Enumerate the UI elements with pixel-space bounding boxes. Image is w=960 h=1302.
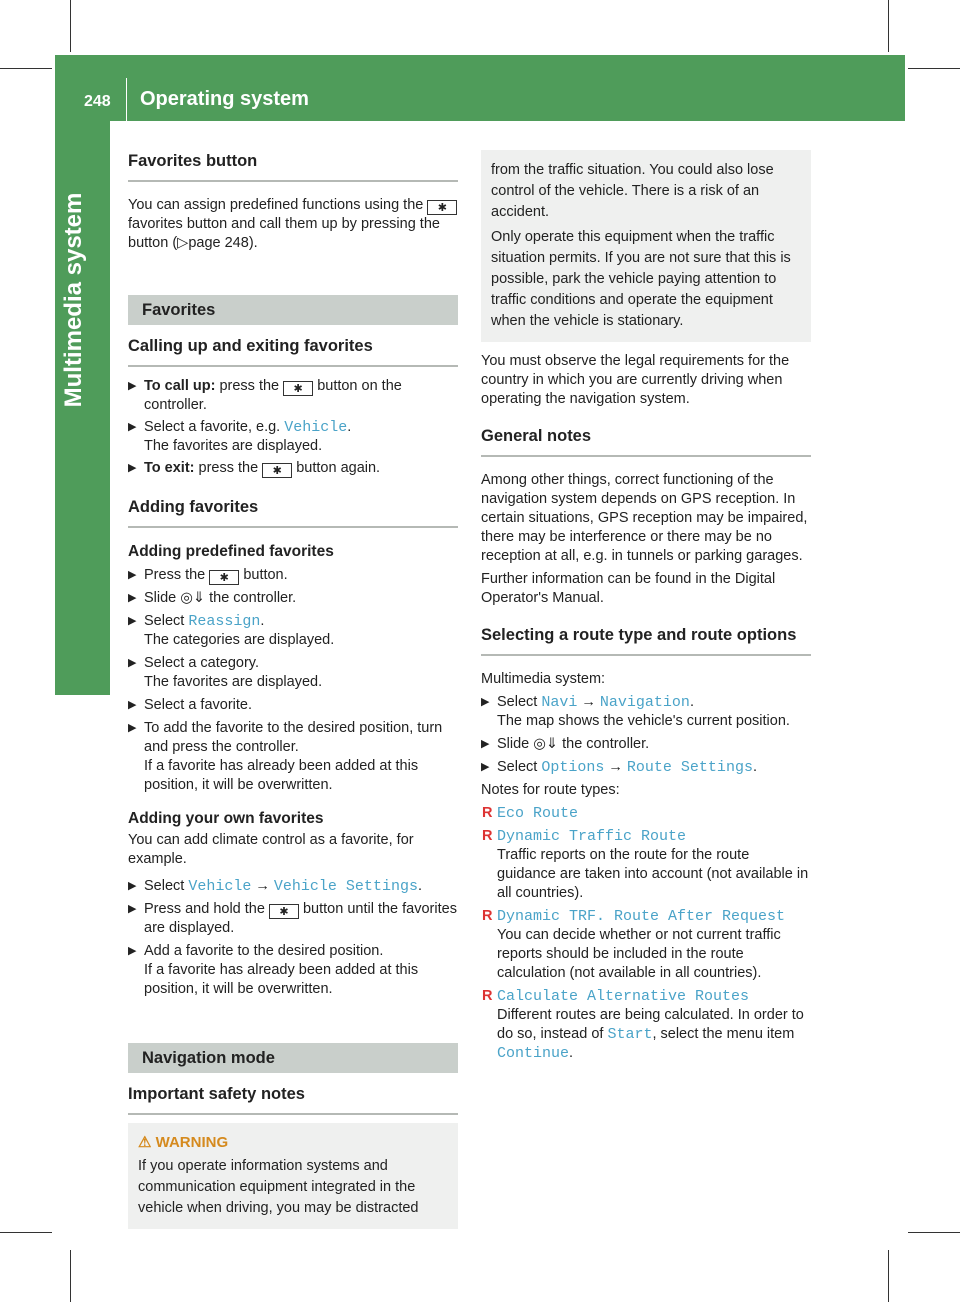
paragraph: You must observe the legal requirements for the country in which you are currently driving when operating the navigation system. <box>481 353 790 407</box>
step: ▶ Slide ◎⇓ the controller. <box>481 736 650 752</box>
triangle-arrow-icon: ▶ <box>128 903 137 915</box>
triangle-arrow-icon: ▶ <box>128 421 137 433</box>
step: ▶ Select Navi → Navigation. The map shows the vehicle's current position. <box>481 694 790 729</box>
controller-slide-icon: ◎⇓ <box>180 590 206 606</box>
menu-link[interactable]: Reassign <box>188 613 261 630</box>
triangle-arrow-icon: ▶ <box>481 738 490 750</box>
menu-link[interactable]: Navigation <box>599 694 690 711</box>
triangle-arrow-icon: ▶ <box>481 761 490 773</box>
triangle-arrow-icon: ▶ <box>481 696 490 708</box>
sub-heading: Adding your own favorites <box>128 810 324 827</box>
menu-link[interactable]: Eco Route <box>497 805 579 822</box>
section-heading: Important safety notes <box>128 1083 458 1115</box>
section-heading: Favorites button <box>128 150 458 182</box>
warning-text: Only operate this equipment when the traffic situation permits. If you are not sure that this is possible, park the vehicle paying attention to traffic conditions and operate the equipment when the vehicle is stationary. <box>491 229 791 329</box>
triangle-arrow-icon: ▶ <box>128 615 137 627</box>
crop-mark <box>0 1232 52 1233</box>
warning-box <box>128 1123 458 1229</box>
page-ref-arrow-icon: ▷ <box>177 235 189 251</box>
menu-link[interactable]: Dynamic TRF. Route After Request <box>497 908 786 925</box>
crop-mark <box>888 1250 889 1302</box>
step: ▶ To add the favorite to the desired position, turn and press the controller. If a favorite has already been added at this position, it will be overwritten. <box>128 720 443 793</box>
paragraph: Among other things, correct functioning of the navigation system depends on GPS reception. In certain situations, GPS reception may be impaired, there may be interference or there may be no reception at all, e.g. in tunnels or parking garages. <box>481 472 808 564</box>
paragraph: Further information can be found in the Digital Operator's Manual. <box>481 571 776 606</box>
section-banner-favorites: Favorites <box>128 295 458 325</box>
left-column <box>128 150 458 1229</box>
menu-link[interactable]: Start <box>607 1026 653 1043</box>
step: ▶ Select a favorite, e.g. Vehicle. The favorites are displayed. <box>128 419 352 454</box>
page-ref-link[interactable]: page 248 <box>188 235 249 251</box>
side-tab-label: Multimedia system <box>60 192 87 408</box>
menu-link[interactable]: Vehicle <box>284 419 348 436</box>
section-heading: Selecting a route type and route options <box>481 624 811 656</box>
warning-triangle-icon: ⚠ <box>138 1134 152 1151</box>
page-title: Operating system <box>140 88 309 110</box>
list-item <box>481 804 811 823</box>
menu-link[interactable]: Continue <box>497 1045 570 1062</box>
menu-link[interactable]: Route Settings <box>626 759 753 776</box>
paragraph: You can add climate control as a favorite, for example. <box>128 832 414 867</box>
paragraph: You can assign predefined functions using the ✱ favorites button and call them up by pressing the button (▷page 248). <box>128 196 458 253</box>
list-item: R Calculate Alternative Routes Different routes are being calculated. In order to do so, instead of Start, select the menu item Continue. <box>482 988 804 1062</box>
section-heading: General notes <box>481 425 811 457</box>
step: ▶ Select Vehicle → Vehicle Settings. <box>128 878 422 895</box>
warning-heading: ⚠ WARNING <box>138 1134 229 1151</box>
triangle-arrow-icon: ▶ <box>128 380 137 392</box>
triangle-arrow-icon: ▶ <box>128 945 137 957</box>
paragraph: Notes for route types: <box>481 782 620 798</box>
star-key-icon: ✱ <box>427 200 457 215</box>
triangle-arrow-icon: ▶ <box>128 462 137 474</box>
warning-text: If you operate information systems and communication equipment integrated in the vehicle when driving, you may be distracted <box>138 1158 419 1216</box>
step: ▶ Press and hold the ✱ button until the favorites are displayed. <box>128 901 457 936</box>
star-key-icon: ✱ <box>283 381 313 396</box>
step: ▶ Select Reassign. The categories are displayed. <box>128 613 335 648</box>
menu-link[interactable]: Vehicle <box>188 878 252 895</box>
star-key-icon: ✱ <box>269 904 299 919</box>
step: ▶ Slide ◎⇓ the controller. <box>128 590 297 606</box>
star-key-icon: ✱ <box>262 463 292 478</box>
star-key-icon: ✱ <box>209 570 239 585</box>
header-divider <box>126 78 127 121</box>
triangle-arrow-icon: ▶ <box>128 592 137 604</box>
triangle-arrow-icon: ▶ <box>128 699 137 711</box>
bullet-icon: R <box>482 805 493 821</box>
menu-link[interactable]: Navi <box>541 694 578 711</box>
list-item: R Dynamic Traffic Route Traffic reports on the route for the route guidance are taken into account (not available in all countries). <box>482 828 809 901</box>
section-banner-navigation: Navigation mode <box>128 1043 458 1073</box>
sub-heading: Adding predefined favorites <box>128 543 334 560</box>
crop-mark <box>908 68 960 69</box>
section-heading: Calling up and exiting favorites <box>128 335 458 367</box>
triangle-arrow-icon: ▶ <box>128 880 137 892</box>
page-number: 248 <box>84 93 111 110</box>
step: ▶ Select a favorite. <box>128 697 252 713</box>
step: ▶ Press the ✱ button. <box>128 567 288 584</box>
crop-mark <box>70 1250 71 1302</box>
triangle-arrow-icon: ▶ <box>128 722 137 734</box>
step: ▶ To exit: press the ✱ button again. <box>128 460 381 477</box>
triangle-arrow-icon: ▶ <box>128 657 137 669</box>
controller-slide-icon: ◎⇓ <box>533 736 559 752</box>
bullet-icon: R <box>482 988 493 1004</box>
bullet-icon: R <box>482 828 493 844</box>
step: ▶ Select a category. The favorites are displayed. <box>128 655 323 690</box>
warning-box-continued <box>481 150 811 342</box>
arrow-right-icon: → <box>255 878 270 894</box>
crop-mark <box>0 68 52 69</box>
menu-link[interactable]: Dynamic Traffic Route <box>497 828 687 845</box>
right-column <box>481 150 811 1063</box>
triangle-arrow-icon: ▶ <box>128 569 137 581</box>
step: ▶ To call up: press the ✱ button on the controller. <box>128 378 402 413</box>
step: ▶ Add a favorite to the desired position. If a favorite has already been added at this position, it will be overwritten. <box>128 943 419 997</box>
crop-mark <box>908 1232 960 1233</box>
paragraph: Multimedia system: <box>481 671 606 687</box>
step: ▶ Select Options → Route Settings. <box>481 759 757 776</box>
arrow-right-icon: → <box>608 759 623 775</box>
menu-link[interactable]: Options <box>541 759 605 776</box>
menu-link[interactable]: Vehicle Settings <box>273 878 418 895</box>
section-heading: Adding favorites <box>128 496 458 528</box>
bullet-icon: R <box>482 908 493 924</box>
warning-text: from the traffic situation. You could also lose control of the vehicle. There is a risk of an accident. <box>491 162 774 220</box>
list-item: R Dynamic TRF. Route After Request You can decide whether or not current traffic reports should be included in the route calculation (not available in all countries). <box>482 908 786 981</box>
arrow-right-icon: → <box>581 694 596 710</box>
menu-link[interactable]: Calculate Alternative Routes <box>497 988 750 1005</box>
crop-mark <box>888 0 889 52</box>
